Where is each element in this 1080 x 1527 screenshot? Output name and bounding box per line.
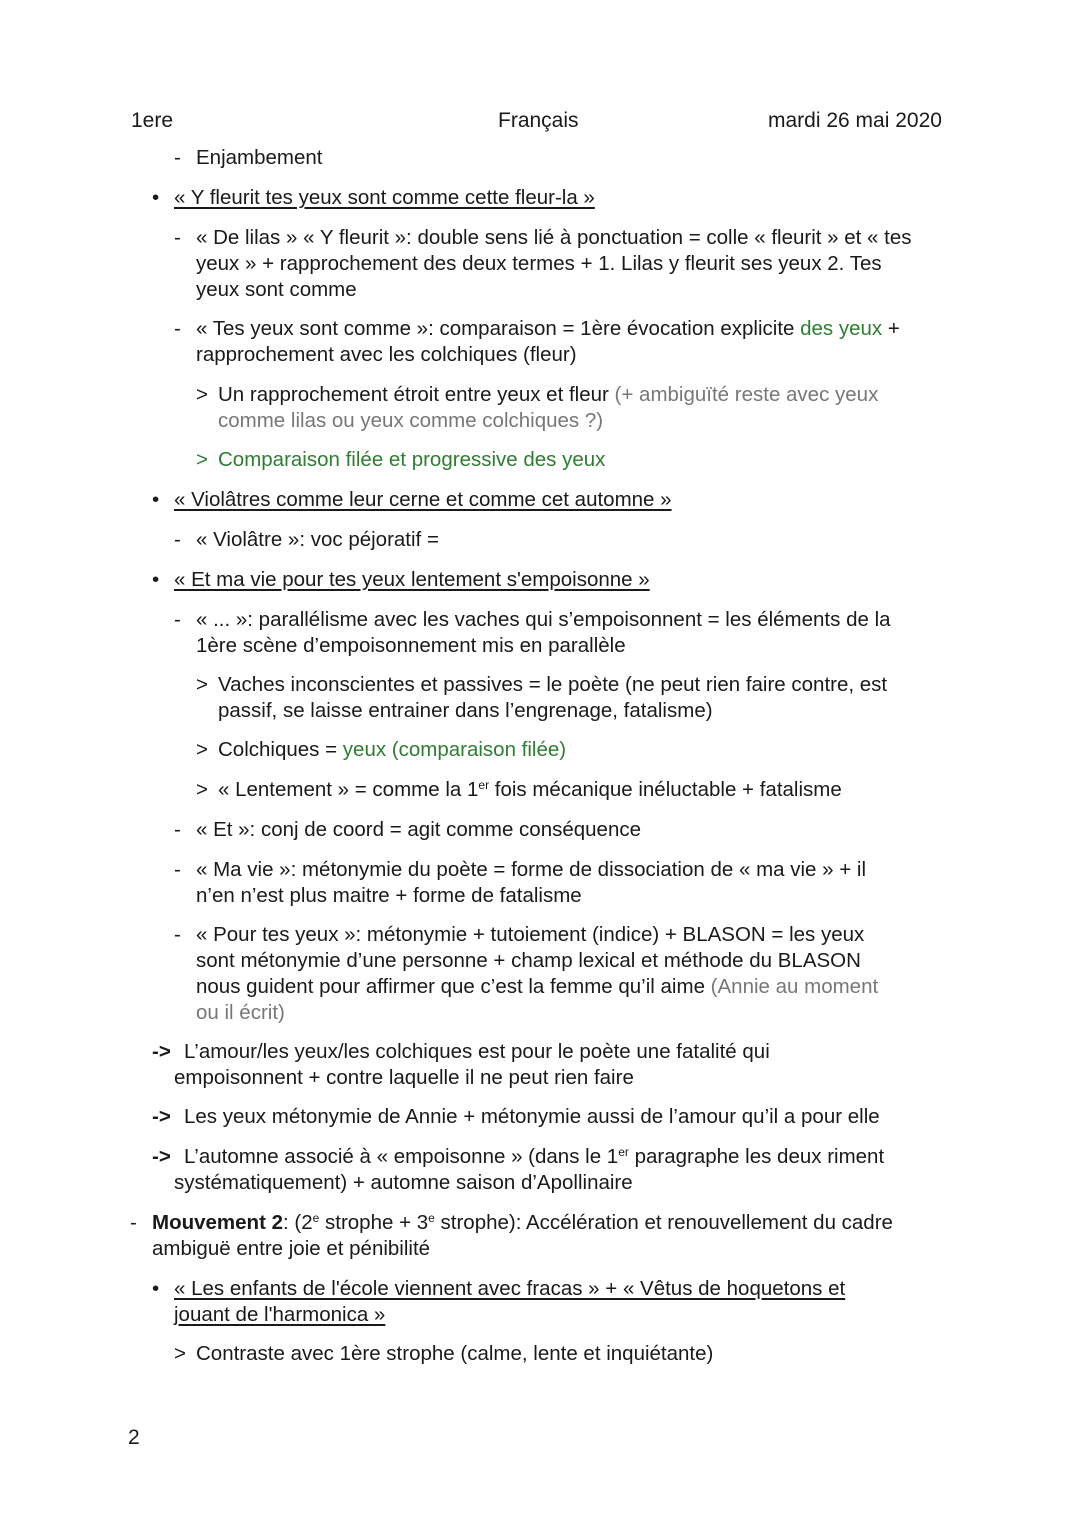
quote-y-fleurit: « Y fleurit tes yeux sont comme cette fleur-la » (174, 186, 595, 209)
arrow-marker: > (174, 1342, 186, 1365)
conclusion-automne-line1 (184, 1144, 884, 1170)
note-tes-yeux-line2: rapprochement avec les colchiques (fleur) (196, 343, 577, 366)
note-pour-tes-yeux-line4: ou il écrit) (196, 1001, 285, 1024)
superscript: er (478, 778, 490, 792)
header-subject: Français (498, 109, 579, 132)
double-arrow-marker: -> (152, 1105, 171, 1128)
note-parallelisme-line2: 1ère scène d’empoisonnement mis en parallèle (196, 634, 626, 657)
text-segment: + (882, 317, 900, 340)
superscript: e (428, 1211, 435, 1225)
dash-marker: - (130, 1211, 137, 1234)
text-segment: Un rapprochement étroit entre yeux et fleur (218, 383, 615, 406)
highlight-grey: (Annie au moment (710, 975, 879, 998)
text-segment: L’automne associé à « empoisonne » (dans le 1 (184, 1145, 619, 1168)
superscript: e (312, 1211, 320, 1225)
bullet-marker: • (152, 488, 160, 511)
note-et-conj: « Et »: conj de coord = agit comme conséquence (196, 818, 642, 841)
arrow-marker: > (196, 383, 208, 406)
text-segment: « Lentement » = comme la 1 (218, 778, 479, 801)
dash-marker: - (174, 226, 181, 249)
text-segment: strophe): Accélération et renouvellement du cadre (434, 1211, 893, 1234)
bullet-marker: • (152, 568, 160, 591)
text-segment: Colchiques = (218, 738, 343, 761)
superscript: er (618, 1145, 629, 1159)
highlight-green: des yeux (800, 317, 883, 340)
note-rapprochement-line2: comme lilas ou yeux comme colchiques ?) (218, 409, 604, 432)
note-tes-yeux-line1 (196, 316, 900, 342)
note-vaches-line2: passif, se laisse entrainer dans l’engrenage, fatalisme) (218, 699, 713, 722)
note-contraste: Contraste avec 1ère strophe (calme, lente et inquiétante) (196, 1342, 714, 1365)
conclusion-amour-line2: empoisonnent + contre laquelle il ne peut rien faire (174, 1066, 634, 1089)
note-pour-tes-yeux-line3 (196, 974, 878, 1000)
text-segment: strophe + 3 (319, 1211, 429, 1234)
dash-marker: - (174, 923, 181, 946)
note-violatre: « Violâtre »: voc péjoratif = (196, 528, 439, 551)
arrow-marker: > (196, 738, 208, 761)
text-segment: : (2 (283, 1211, 313, 1234)
dash-marker: - (174, 146, 181, 169)
text-segment: fois mécanique inéluctable + fatalisme (489, 778, 842, 801)
dash-marker: - (174, 818, 181, 841)
quote-et-ma-vie: « Et ma vie pour tes yeux lentement s'empoisonne » (174, 568, 650, 591)
note-de-lilas-line3: yeux sont comme (196, 278, 357, 301)
note-ma-vie-line1: « Ma vie »: métonymie du poète = forme de dissociation de « ma vie » + il (196, 858, 867, 881)
dash-marker: - (174, 858, 181, 881)
quote-enfants-line2: jouant de l'harmonica » (174, 1303, 386, 1326)
note-pour-tes-yeux-line2: sont métonymie d’une personne + champ lexical et méthode du BLASON (196, 949, 861, 972)
text-segment: « Tes yeux sont comme »: comparaison = 1ère évocation explicite (196, 317, 801, 340)
highlight-grey: (+ ambiguïté reste avec yeux (614, 383, 879, 406)
double-arrow-marker: -> (152, 1145, 171, 1168)
dash-marker: - (174, 528, 181, 551)
note-colchiques (218, 737, 566, 763)
arrow-marker: > (196, 673, 208, 696)
bullet-marker: • (152, 186, 160, 209)
bullet-marker: • (152, 1277, 160, 1300)
arrow-marker: > (196, 778, 208, 801)
page-number: 2 (128, 1426, 140, 1449)
double-arrow-marker: -> (152, 1040, 171, 1063)
note-rapprochement-line1 (218, 382, 878, 408)
dash-marker: - (174, 317, 181, 340)
note-comparaison-filee: Comparaison filée et progressive des yeux (218, 448, 606, 471)
header-level: 1ere (131, 109, 174, 132)
text-segment: paragraphe les deux riment (628, 1145, 885, 1168)
quote-violatres: « Violâtres comme leur cerne et comme cet automne » (174, 488, 672, 511)
note-enjambement: Enjambement (196, 146, 323, 169)
arrow-marker: > (196, 448, 208, 471)
mouvement-2-line2: ambiguë entre joie et pénibilité (152, 1237, 431, 1260)
note-de-lilas-line1: « De lilas » « Y fleurit »: double sens lié à ponctuation = colle « fleurit » et « tes (196, 226, 912, 249)
note-ma-vie-line2: n’en n’est plus maitre + forme de fatalisme (196, 884, 582, 907)
note-lentement (218, 777, 842, 803)
text-segment: nous guident pour affirmer que c’est la femme qu’il aime (196, 975, 711, 998)
note-vaches-line1: Vaches inconscientes et passives = le poète (ne peut rien faire contre, est (218, 673, 888, 696)
conclusion-yeux-annie: Les yeux métonymie de Annie + métonymie aussi de l’amour qu’il a pour elle (184, 1105, 880, 1128)
note-de-lilas-line2: yeux » + rapprochement des deux termes + 1. Lilas y fleurit ses yeux 2. Tes (196, 252, 882, 275)
note-parallelisme-line1: « ... »: parallélisme avec les vaches qui s’empoisonnent = les éléments de la (196, 608, 891, 631)
mouvement-2-heading (152, 1210, 893, 1236)
dash-marker: - (174, 608, 181, 631)
note-pour-tes-yeux-line1: « Pour tes yeux »: métonymie + tutoiement (indice) + BLASON = les yeux (196, 923, 865, 946)
mouvement-2-label: Mouvement 2 (152, 1211, 283, 1234)
header-date: mardi 26 mai 2020 (768, 109, 942, 132)
conclusion-amour-line1: L’amour/les yeux/les colchiques est pour le poète une fatalité qui (184, 1040, 770, 1063)
conclusion-automne-line2: systématiquement) + automne saison d’Apollinaire (174, 1171, 633, 1194)
quote-enfants-line1: « Les enfants de l'école viennent avec fracas » + « Vêtus de hoquetons et (174, 1277, 846, 1300)
highlight-green: yeux (comparaison filée) (342, 738, 567, 761)
